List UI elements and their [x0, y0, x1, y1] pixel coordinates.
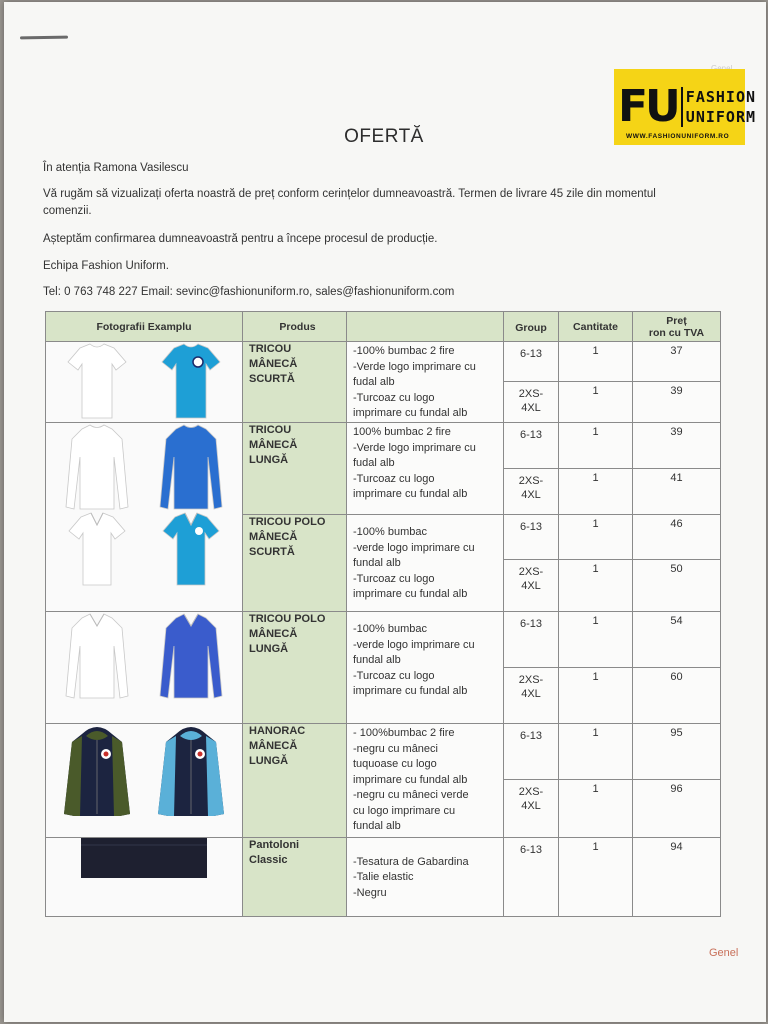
product-photo: [46, 342, 242, 420]
product-name-line: MÂNECĂ: [249, 531, 298, 543]
price-cell: 96: [633, 780, 721, 838]
description-line: fundal alb: [353, 654, 401, 666]
product-name-line: Pantoloni: [249, 839, 300, 851]
product-name-line: LUNGĂ: [249, 643, 289, 655]
product-name-line: TRICOU: [249, 343, 292, 355]
description-line: fundal alb: [353, 820, 401, 832]
photo-cell: [46, 838, 243, 917]
description-line: fudal alb: [353, 376, 395, 388]
contact-line: Tel: 0 763 748 227 Email: sevinc@fashionuniform.ro, sales@fashionuniform.com: [43, 286, 455, 298]
price-cell: 94: [633, 838, 721, 917]
table-header-row: [46, 312, 721, 342]
product-name-line: MÂNECĂ: [249, 628, 298, 640]
awaiting-paragraph: Așteptăm confirmarea dumneavoastră pentru a începe procesul de producție.: [43, 233, 438, 245]
quantity-cell: 1: [559, 780, 633, 838]
description-line: imprimare cu fundal alb: [353, 773, 468, 786]
group-cell: 2XS- 4XL: [504, 469, 559, 515]
team-signature: Echipa Fashion Uniform.: [43, 260, 169, 272]
request-paragraph: Vă rugăm să vizualizați oferta noastră de preț conform cerințelor dumneavoastră. Termen de livrare 45 zile din momentul comenzii.: [43, 188, 656, 217]
description-line: -verde logo imprimare cu: [353, 541, 475, 554]
price-cell: 54: [633, 612, 721, 668]
product-name-line: HANORAC: [249, 725, 306, 737]
price-cell: 39: [633, 382, 721, 423]
price-cell: 95: [633, 724, 721, 780]
description-line: imprimare cu fundal alb: [353, 588, 468, 600]
product-photo: [46, 724, 242, 820]
group-cell: 6-13: [504, 838, 559, 917]
product-name-line: TRICOU: [249, 424, 292, 436]
group-cell: 6-13: [504, 612, 559, 668]
product-name-cell: [243, 515, 347, 612]
staple-mark: [20, 36, 68, 40]
header-price-line2: ron cu TVA: [648, 326, 705, 339]
photo-cell: [46, 612, 243, 724]
group-cell: 2XS- 4XL: [504, 668, 559, 724]
description-line: cu logo imprimare cu: [353, 804, 456, 817]
price-cell: 39: [633, 423, 721, 469]
description-line: -Turcoaz cu logo: [353, 669, 435, 682]
table-row: [46, 423, 721, 469]
description-line: imprimare cu fundal alb: [353, 685, 468, 697]
quantity-cell: 1: [559, 724, 633, 780]
quantity-cell: 1: [559, 423, 633, 469]
classification-label-bottom: Genel: [709, 947, 739, 959]
quantity-cell: 1: [559, 342, 633, 382]
description-line: -Negru: [353, 886, 387, 899]
description-line: -Talie elastic: [353, 871, 414, 884]
header-product: Produs: [243, 312, 347, 342]
description-line: tuquoase cu logo: [353, 758, 437, 770]
header-description: [347, 312, 504, 342]
description-line: -Verde logo imprimare cu: [353, 360, 476, 373]
product-name-line: MÂNECĂ: [249, 439, 298, 451]
group-cell: 6-13: [504, 724, 559, 780]
description-line: -100% bumbac 2 fire: [353, 345, 455, 357]
product-name-line: SCURTĂ: [249, 373, 295, 385]
description-line: -verde logo imprimare cu: [353, 638, 475, 651]
table-row: [46, 342, 721, 382]
header-group: Group: [504, 312, 559, 342]
price-cell: 37: [633, 342, 721, 382]
product-description-cell: [347, 838, 504, 917]
product-name-line: SCURTĂ: [249, 546, 295, 558]
logo-url: WWW.FASHIONUNIFORM.RO: [626, 133, 730, 140]
quantity-cell: 1: [559, 515, 633, 560]
description-line: fundal alb: [353, 557, 401, 569]
attention-line: În atenția Ramona Vasilescu: [43, 162, 189, 174]
product-name-line: LUNGĂ: [249, 755, 289, 767]
header-price: [633, 312, 721, 342]
quantity-cell: 1: [559, 838, 633, 917]
product-name-line: TRICOU POLO: [249, 516, 326, 528]
group-cell: 6-13: [504, 423, 559, 469]
product-name-line: MÂNECĂ: [249, 740, 298, 752]
table-row: [46, 838, 721, 917]
group-cell: 2XS- 4XL: [504, 780, 559, 838]
header-photos: Fotografii Examplu: [46, 312, 243, 342]
product-photo-longsleeve-tee: [46, 423, 242, 511]
description-line: -100% bumbac: [353, 623, 427, 635]
product-description-cell: [347, 342, 504, 423]
description-line: -negru cu mâneci verde: [353, 789, 469, 801]
offer-table: [45, 311, 721, 917]
product-name-line: Classic: [249, 854, 288, 866]
table-row: [46, 612, 721, 668]
group-cell: 6-13: [504, 515, 559, 560]
header-price-line1: Preț: [666, 314, 687, 327]
logo-letters: FU: [618, 81, 678, 132]
photo-cell: [46, 724, 243, 838]
product-photo: [46, 612, 242, 700]
logo-word-uniform: UNIFORM: [685, 108, 757, 126]
group-cell: 2XS- 4XL: [504, 382, 559, 423]
description-line: imprimare cu fundal alb: [353, 407, 468, 419]
price-cell: 41: [633, 469, 721, 515]
group-cell: 6-13: [504, 342, 559, 382]
quantity-cell: 1: [559, 382, 633, 423]
product-photo: [46, 838, 242, 882]
product-name-cell: [243, 612, 347, 724]
logo-word-fashion: FASHION: [685, 88, 757, 106]
quantity-cell: 1: [559, 560, 633, 612]
product-name-cell: [243, 423, 347, 515]
description-line: -Tesatura de Gabardina: [353, 855, 469, 868]
photo-cell: [46, 342, 243, 423]
table-row: [46, 724, 721, 780]
description-line: -Turcoaz cu logo: [353, 572, 435, 585]
description-line: -Turcoaz cu logo: [353, 391, 435, 404]
product-name-cell: [243, 838, 347, 917]
price-cell: 50: [633, 560, 721, 612]
product-description-cell: [347, 423, 504, 515]
description-line: 100% bumbac 2 fire: [353, 426, 451, 438]
description-line: fudal alb: [353, 457, 395, 469]
product-name-cell: [243, 342, 347, 423]
price-cell: 60: [633, 668, 721, 724]
product-name-line: LUNGĂ: [249, 454, 289, 466]
description-line: imprimare cu fundal alb: [353, 488, 468, 500]
header-quantity: Cantitate: [559, 312, 633, 342]
product-description-cell: [347, 724, 504, 838]
description-line: -Turcoaz cu logo: [353, 472, 435, 485]
photo-cell: [46, 423, 243, 612]
product-name-line: TRICOU POLO: [249, 613, 326, 625]
product-photo-polo-short: [46, 511, 242, 587]
quantity-cell: 1: [559, 612, 633, 668]
product-description-cell: [347, 612, 504, 724]
group-cell: 2XS- 4XL: [504, 560, 559, 612]
logo-words: [681, 87, 756, 127]
description-line: -negru cu mâneci: [353, 742, 438, 755]
price-cell: 46: [633, 515, 721, 560]
description-line: -100% bumbac: [353, 526, 427, 538]
product-name-cell: [243, 724, 347, 838]
quantity-cell: 1: [559, 668, 633, 724]
quantity-cell: 1: [559, 469, 633, 515]
product-description-cell: [347, 515, 504, 612]
document-title: OFERTĂ: [344, 126, 424, 147]
description-line: - 100%bumbac 2 fire: [353, 727, 455, 739]
product-name-line: MÂNECĂ: [249, 358, 298, 370]
description-line: -Verde logo imprimare cu: [353, 441, 476, 454]
